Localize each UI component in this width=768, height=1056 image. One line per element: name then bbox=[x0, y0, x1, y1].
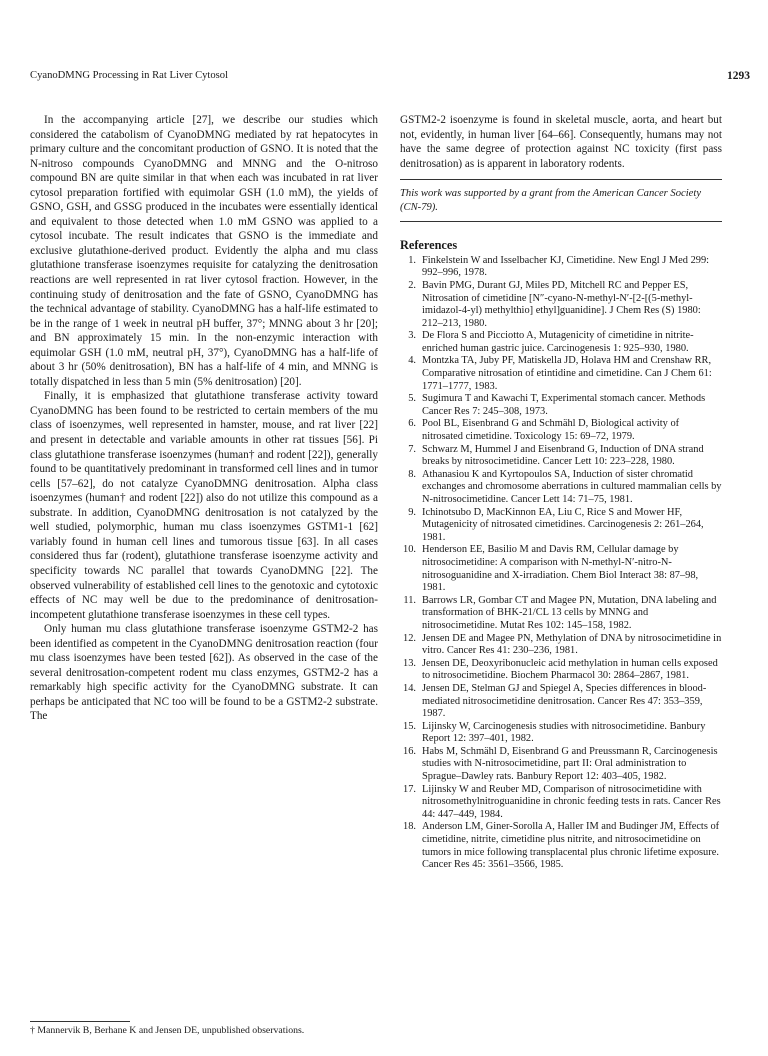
reference-text: Athanasiou K and Kyrtopoulos SA, Induction of sister chromatid exchanges and chromosome aberrations in cultured mammalian cells by N-nitrosocimetidine. Cancer Lett 14: 71–75, 1981. bbox=[422, 468, 722, 506]
reference-item bbox=[400, 721, 722, 746]
footnote: † Mannervik B, Berhane K and Jensen DE, unpublished observations. bbox=[30, 1025, 305, 1036]
right-column bbox=[400, 113, 722, 872]
reference-number: 12. bbox=[403, 632, 416, 644]
left-column bbox=[30, 113, 378, 724]
reference-number: 14. bbox=[403, 682, 416, 694]
reference-item bbox=[400, 746, 722, 784]
running-title: CyanoDMNG Processing in Rat Liver Cytosol bbox=[30, 70, 229, 81]
reference-text: Anderson LM, Giner-Sorolla A, Haller IM and Budinger JM, Effects of cimetidine, nitrite, cimetidine plus nitrite, and nitrosocimetidine on tumors in mice following transplacental plus chronic lifetime exposure. Cancer Res 45: 3561–3566, 1985. bbox=[422, 821, 720, 871]
reference-text: Pool BL, Eisenbrand G and Schmähl D, Biological activity of nitrosated cimetidine. Toxicology 15: 69–72, 1979. bbox=[422, 418, 680, 443]
reference-text: Schwarz M, Hummel J and Eisenbrand G, Induction of DNA strand breaks by nitrosocimetidine. Cancer Lett 10: 223–228, 1980. bbox=[422, 443, 704, 468]
reference-item bbox=[400, 658, 722, 683]
reference-number: 9. bbox=[408, 506, 416, 518]
reference-number: 15. bbox=[403, 720, 416, 732]
reference-item bbox=[400, 507, 722, 545]
reference-item bbox=[400, 355, 722, 393]
reference-number: 10. bbox=[403, 544, 416, 556]
reference-number: 2. bbox=[408, 279, 416, 291]
references-heading: References bbox=[400, 238, 458, 253]
reference-item bbox=[400, 418, 722, 443]
reference-number: 13. bbox=[403, 657, 416, 669]
reference-number: 7. bbox=[408, 443, 416, 455]
reference-number: 18. bbox=[403, 821, 416, 833]
reference-number: 6. bbox=[408, 418, 416, 430]
reference-text: Henderson EE, Basilio M and Davis RM, Cellular damage by nitrosocimetidine: A comparison with N-methyl-N′-nitro-N-nitrosoguanidine and X-irradiation. Chem Biol Interact 38: 87–98, 1981. bbox=[422, 544, 699, 594]
reference-text: Ichinotsubo D, MacKinnon EA, Liu C, Rice S and Mower HF, Mutagenicity of nitrosated cimetidines. Carcinogenesis 2: 261–264, 1981. bbox=[422, 506, 704, 543]
reference-text: Bavin PMG, Durant GJ, Miles PD, Mitchell RC and Pepper ES, Nitrosation of cimetidine [N″-cyano-N-methyl-N′-[2-[(5-methyl-imidazol-4-yl) methylthio] ethyl]guanidine]. J Chem Res (S) 1980: 212–213, 1980. bbox=[422, 279, 701, 329]
reference-number: 3. bbox=[408, 330, 416, 342]
reference-item bbox=[400, 444, 722, 469]
body-paragraph-2: Finally, it is emphasized that glutathione transferase activity toward CyanoDMNG has been found to be restricted to certain members of the mu class of isoenzymes, well represented in hamster, mouse, and rat liver [22] and present in detectable and variable amounts in other rat tissues [56]. Pi class glutathione transferase isoenzymes (human† and rodent [22]), generally found to be quantitatively predominant in transformed cell lines and in tumor cells [57–62], do not catalyze CyanoDMNG denitrosation. Alpha class isoenzymes (human† and rodent [22]) also do not utilize this compound as a substrate. In addition, CyanoDMNG denitrosation is not catalyzed by the well studied, polymorphic, human mu class isoenzymes GSTM1-1 [62] variably found in human cell lines and tumorous tissue [63]. In all cases considered thus far (rodent), glutathione transferase isoenzyme activity and specificity towards NC parallel that towards CyanoDMNG [22]. The observed vulnerability of established cell lines to the genotoxic and cytotoxic effects of NC may well be due to the predominance of denitrosation-incompetent glutathione transferase isoenzymes in these cell types. bbox=[30, 390, 378, 621]
reference-number: 11. bbox=[403, 594, 416, 606]
reference-item bbox=[400, 821, 722, 871]
reference-item bbox=[400, 784, 722, 822]
reference-item bbox=[400, 280, 722, 330]
body-paragraph-3: Only human mu class glutathione transferase isoenzyme GSTM2-2 has been identified as competent in the CyanoDMNG denitrosation reaction (four mu class isoenzymes have been tested [62]). As observed in the case of the several denitrosation-competent rodent mu class enzymes, GSTM2-2 has a remarkably high specific activity for the CyanoDMNG substrate. It can perhaps be anticipated that NC too will be found to be a GSTM2-2 substrate. The bbox=[30, 623, 378, 723]
reference-item bbox=[400, 330, 722, 355]
page-number: 1293 bbox=[727, 70, 750, 82]
reference-text: Lijinsky W and Reuber MD, Comparison of nitrosocimetidine with nitrosomethylnitroguanidine in chronic feeding tests in rats. Cancer Res 44: 447–449, 1984. bbox=[422, 783, 721, 820]
funding-note: This work was supported by a grant from the American Cancer Society (CN-79). bbox=[400, 179, 722, 222]
reference-number: 17. bbox=[403, 783, 416, 795]
reference-item bbox=[400, 544, 722, 594]
reference-text: Barrows LR, Gombar CT and Magee PN, Mutation, DNA labeling and transformation of BHK-21/CL 13 cells by MNNG and nitrosocimetidine. Mutat Res 102: 145–158, 1982. bbox=[422, 594, 717, 631]
reference-text: Sugimura T and Kawachi T, Experimental stomach cancer. Methods Cancer Res 7: 245–308, 1973. bbox=[422, 393, 706, 417]
reference-number: 16. bbox=[403, 745, 416, 757]
reference-text: Lijinsky W, Carcinogenesis studies with nitrosocimetidine. Banbury Report 12: 397–401, 1982. bbox=[422, 720, 706, 745]
footnote-rule bbox=[30, 1021, 130, 1022]
reference-number: 8. bbox=[408, 468, 416, 480]
reference-item bbox=[400, 393, 722, 418]
reference-number: 4. bbox=[408, 355, 416, 367]
reference-item bbox=[400, 469, 722, 507]
reference-text: Jensen DE, Deoxyribonucleic acid methylation in human cells exposed to nitrosocimetidine. Biochem Pharmacol 30: 2864–2867, 1981. bbox=[422, 657, 718, 682]
reference-text: Finkelstein W and Isselbacher KJ, Cimetidine. New Engl J Med 299: 992–996, 1978. bbox=[422, 254, 710, 279]
reference-number: 1. bbox=[408, 254, 416, 266]
body-paragraph-1: In the accompanying article [27], we describe our studies which considered the catabolism of CyanoDMNG mediated by rat hepatocytes in primary culture and the concomitant production of GSNO. It is noted that the N-nitroso compounds CyanoDMNG and MNNG and the O-nitroso compound BN are quite similar in that when each was incubated in rat liver cytosol preparation fortified with equimolar GSH (1.0 mM), the yields of GSNO, GSH, and GSSG produced in the incubates were essentially identical and equivalent to those detected when 1.0 mM GSNO was applied to a cytosol incubate. The result indicates that GSNO is the immediate and exclusive glutathione-derived product. Evidently the alpha and mu class glutathione transferase isoenzymes requisite for catalyzing the denitrosation reactions are well represented in rat liver cytosol fraction. However, in the continuing study of denitrosation and the fate of GSNO, CyanoDMNG has the technical advantage of stability. CyanoDMNG has a half-life estimated to be in the range of 1 week in neutral pH buffer, 37°; MNNG about 3 hr [20]; and BN approximately 15 min. In the non-enzymic interaction with equimolar GSH (1.0 mM, neutral pH, 37°), CyanoDMNG has a half-life of about 3 hr (50% denitrosation), BN has a half-life of 4 min, and MNNG is totally dispatched in less than 5 min (5% denitrosation) [20]. bbox=[30, 114, 378, 388]
reference-text: Habs M, Schmähl D, Eisenbrand G and Preussmann R, Carcinogenesis studies with N-nitrosocimetidine, part II: Oral administration to Sprague–Dawley rats. Banbury Report 12: 403–405, 1982. bbox=[422, 745, 718, 783]
reference-text: De Flora S and Picciotto A, Mutagenicity of cimetidine in nitrite-enriched human gastric juice. Carcinogenesis 1: 925–930, 1980. bbox=[422, 330, 694, 354]
body-paragraph-continuation: GSTM2-2 isoenzyme is found in skeletal muscle, aorta, and heart but not, evidently, in human liver [64–66]. Consequently, humans may not have the same degree of protection against NC toxicity (first pass denitrosation) as is apparent in laboratory rodents. bbox=[400, 114, 722, 170]
reference-text: Jensen DE, Stelman GJ and Spiegel A, Species differences in blood-mediated nitrosocimetidine denitrosation. Cancer Res 47: 353–359, 1987. bbox=[422, 682, 707, 720]
running-head bbox=[30, 68, 750, 84]
references-list bbox=[400, 255, 722, 872]
reference-item bbox=[400, 683, 722, 721]
reference-item bbox=[400, 255, 722, 280]
reference-item bbox=[400, 633, 722, 658]
reference-text: Jensen DE and Magee PN, Methylation of DNA by nitrosocimetidine in vitro. Cancer Res 41: 230–236, 1981. bbox=[422, 632, 722, 657]
reference-text: Montzka TA, Juby PF, Matiskella JD, Holava HM and Crenshaw RR, Comparative nitrosation of etintidine and cimetidine. Can J Chem 61: 1771–1777, 1983. bbox=[422, 355, 712, 392]
reference-number: 5. bbox=[408, 393, 416, 405]
reference-item bbox=[400, 595, 722, 633]
